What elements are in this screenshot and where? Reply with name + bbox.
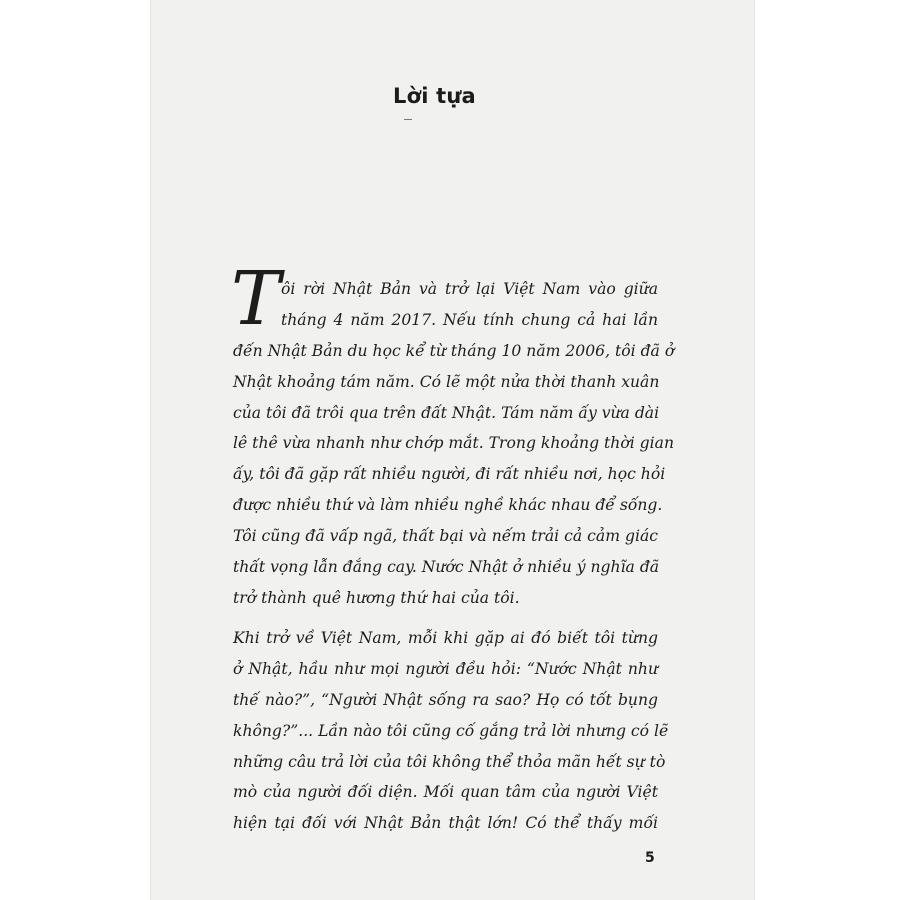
text-line: ở Nhật, hầu như mọi người đều hỏi: “Nước Nhật như: [233, 659, 658, 678]
book-page: [150, 0, 755, 900]
text-line: không?”... Lần nào tôi cũng cố gắng trả lời nhưng có lẽ: [233, 721, 669, 740]
text-line: tháng 4 năm 2017. Nếu tính chung cả hai lần: [281, 310, 658, 329]
text-line: đến Nhật Bản du học kể từ tháng 10 năm 2006, tôi đã ở: [233, 341, 675, 360]
text-line: Nhật khoảng tám năm. Có lẽ một nửa thời thanh xuân: [233, 372, 660, 391]
text-line: trở thành quê hương thứ hai của tôi.: [233, 588, 520, 607]
text-line: Tôi cũng đã vấp ngã, thất bại và nếm trải cả cảm giác: [233, 527, 658, 546]
page-number: 5: [645, 850, 655, 866]
title-ornament: [404, 119, 412, 120]
paragraph-1: [233, 336, 675, 614]
text-line: Khi trở về Việt Nam, mỗi khi gặp ai đó biết tôi từng: [233, 629, 658, 647]
text-line: mò của người đối diện. Mối quan tâm của người Việt: [233, 783, 658, 802]
text-line: của tôi đã trôi qua trên đất Nhật. Tám năm ấy vừa dài: [233, 403, 660, 422]
text-line: thế nào?”, “Người Nhật sống ra sao? Họ có tốt bụng: [233, 690, 658, 709]
text-line: được nhiều thứ và làm nhiều nghề khác nhau để sống.: [233, 496, 663, 515]
text-line: ôi rời Nhật Bản và trở lại Việt Nam vào giữa: [281, 280, 658, 298]
drop-cap: T: [231, 256, 281, 342]
text-line: lê thê vừa nhanh như chớp mắt. Trong khoảng thời gian: [233, 434, 674, 453]
text-line: ấy, tôi đã gặp rất nhiều người, đi rất nhiều nơi, học hỏi: [233, 465, 666, 484]
paragraph-2: [233, 623, 669, 839]
text-line: những câu trả lời của tôi không thể thỏa mãn hết sự tò: [233, 752, 666, 771]
first-lines: [281, 274, 658, 336]
page-title: Lời tựa: [393, 84, 476, 108]
text-line: hiện tại đối với Nhật Bản thật lớn! Có thể thấy mối: [233, 814, 658, 833]
text-line: thất vọng lẫn đắng cay. Nước Nhật ở nhiều ý nghĩa đã: [233, 558, 660, 577]
